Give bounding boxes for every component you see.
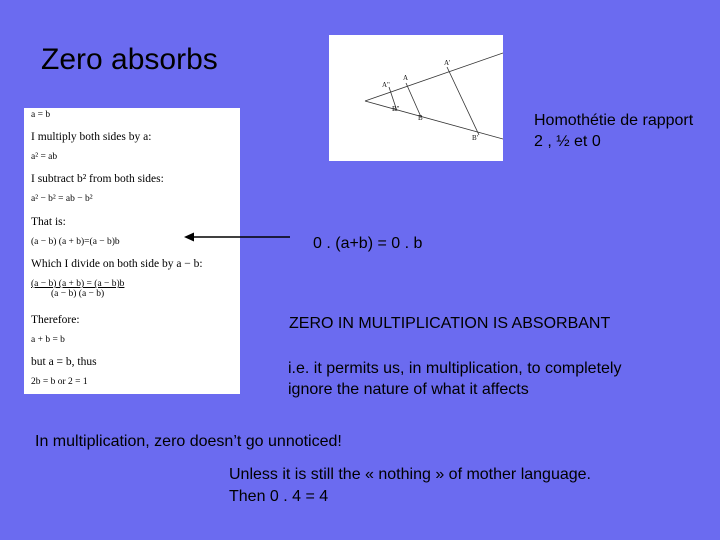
label-a1: A" — [382, 81, 390, 89]
lower-ray — [365, 101, 503, 139]
label-b1: B" — [392, 105, 400, 113]
proof-line-9: Therefore: — [31, 314, 80, 326]
proof-fraction — [31, 279, 124, 299]
slide-title: Zero absorbs — [41, 43, 218, 76]
proof-line-12: 2b = b or 2 = 1 — [31, 377, 88, 387]
mother-language-line-1: Unless it is still the « nothing » of mother language. — [229, 466, 591, 483]
explanation-line-2: ignore the nature of what it affects — [288, 381, 529, 398]
homothety-caption — [534, 110, 693, 152]
label-a2: A' — [444, 59, 451, 67]
explanation — [288, 358, 688, 400]
fraction-denominator: (a − b) (a − b) — [51, 289, 105, 299]
homothety-line-1: Homothétie de rapport — [534, 112, 694, 129]
proof-line-11: but a = b, thus — [31, 356, 97, 368]
proof-line-10: a + b = b — [31, 335, 65, 345]
proof-line-2: I multiply both sides by a: — [31, 131, 152, 143]
homothety-figure — [329, 35, 503, 161]
proof-line-8: Which I divide on both side by a − b: — [31, 258, 203, 270]
mother-language-note — [229, 464, 591, 508]
explanation-line-1: i.e. it permits us, in multiplication, to completely — [288, 360, 622, 377]
label-a: A — [403, 74, 409, 82]
proof-panel — [24, 108, 240, 394]
absorb-equation: 0 . (a+b) = 0 . b — [313, 235, 423, 252]
proof-line-5: a² − b² = ab − b² — [31, 194, 93, 204]
proof-line-3: a² = ab — [31, 152, 58, 162]
label-b2: B' — [472, 134, 478, 142]
upper-ray — [365, 53, 503, 101]
mother-language-line-2: Then 0 . 4 = 4 — [229, 488, 329, 505]
proof-line-1: a = b — [31, 110, 51, 120]
arrow-to-proof — [182, 230, 292, 244]
proof-line-4: I subtract b² from both sides: — [31, 173, 164, 185]
homothety-diagram — [329, 35, 503, 161]
label-b: B — [418, 114, 423, 122]
proof-line-6: That is: — [31, 216, 66, 228]
absorbant-statement: ZERO IN MULTIPLICATION IS ABSORBANT — [289, 315, 611, 332]
fraction-numerator: (a − b) (a + b) = (a − b)b — [31, 279, 125, 289]
segment-a-b — [406, 83, 421, 117]
proof-line-7: (a − b) (a + b)=(a − b)b — [31, 237, 120, 247]
unnoticed-statement: In multiplication, zero doesn’t go unnoticed! — [35, 433, 342, 450]
homothety-line-2: 2 , ½ et 0 — [534, 133, 601, 150]
